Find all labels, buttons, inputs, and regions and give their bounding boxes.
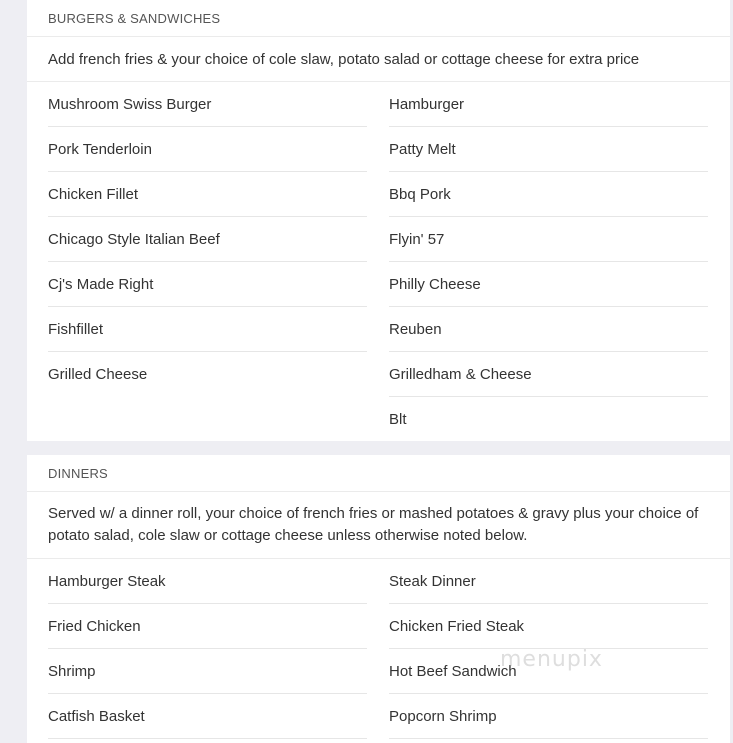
menu-item[interactable]: Chicken Fried Steak — [389, 604, 708, 649]
menu-section-dinners — [27, 455, 730, 743]
menu-item[interactable]: Chicken Fillet — [48, 172, 367, 217]
menu-item[interactable]: Catfish Basket — [48, 694, 367, 739]
menu-item[interactable]: Grilled Cheese — [48, 366, 148, 383]
menu-item[interactable]: Fishfillet — [48, 307, 367, 352]
menu-item[interactable]: Hamburger — [389, 82, 708, 127]
menu-item-grid — [27, 82, 730, 442]
menu-item[interactable]: Pork Tenderloin — [48, 127, 367, 172]
menu-item[interactable]: Hot Beef Sandwich — [389, 649, 708, 694]
menu-item[interactable]: Chicago Style Italian Beef — [48, 217, 367, 262]
menu-item[interactable]: Reuben — [389, 307, 708, 352]
section-title: BURGERS & SANDWICHES — [27, 0, 730, 37]
menu-item[interactable]: Shrimp — [48, 649, 367, 694]
section-description: Served w/ a dinner roll, your choice of french fries or mashed potatoes & gravy plus your choice of potato salad, cole slaw or cottage cheese unless otherwise noted below. — [27, 492, 730, 559]
menu-item[interactable]: Patty Melt — [389, 127, 708, 172]
menu-item-grid — [27, 559, 730, 739]
menu-item-empty — [48, 397, 367, 442]
menu-item[interactable]: Philly Cheese — [389, 262, 708, 307]
menu-item[interactable]: Blt — [389, 411, 407, 428]
menu-item[interactable]: Grilledham & Cheese — [389, 352, 708, 397]
menu-item[interactable]: Hamburger Steak — [48, 559, 367, 604]
menu-item[interactable]: Cj's Made Right — [48, 262, 367, 307]
watermark-logo: menupix — [500, 647, 603, 672]
menu-item[interactable]: Bbq Pork — [389, 172, 708, 217]
menu-page — [27, 0, 730, 743]
section-title: DINNERS — [27, 455, 730, 492]
menu-item[interactable]: Steak Dinner — [389, 559, 708, 604]
menu-item[interactable]: Fried Chicken — [48, 604, 367, 649]
menu-item[interactable]: Popcorn Shrimp — [389, 694, 708, 739]
menu-item[interactable]: Flyin' 57 — [389, 217, 708, 262]
menu-item[interactable]: Mushroom Swiss Burger — [48, 82, 367, 127]
section-description: Add french fries & your choice of cole slaw, potato salad or cottage cheese for extra price — [27, 37, 730, 82]
menu-section-burgers-sandwiches — [27, 0, 730, 441]
